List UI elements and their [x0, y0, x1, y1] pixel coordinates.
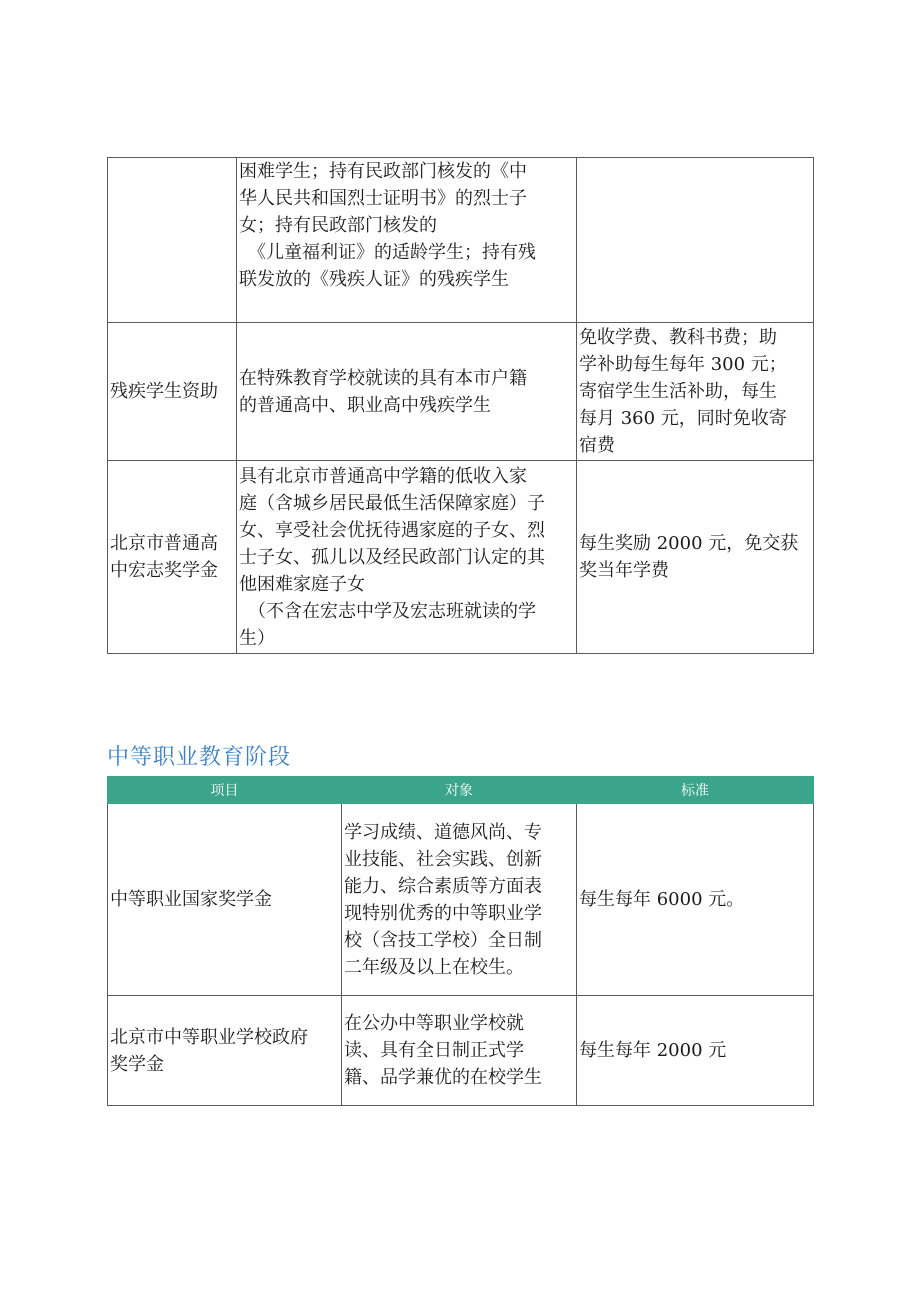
- table-row: [108, 323, 814, 461]
- column-header-target: 对象: [342, 777, 577, 804]
- column-header-item: 项目: [108, 777, 342, 804]
- row-item-cell: 残疾学生资助: [108, 323, 237, 461]
- column-header-standard: 标准: [577, 777, 814, 804]
- row-item-cell: 北京市普通高 中宏志奖学金: [108, 461, 237, 654]
- row-target-cell: 学习成绩、道德风尚、专 业技能、社会实践、创新 能力、综合素质等方面表 现特别优秀的中等职业学 校（含技工学校）全日制 二年级及以上在校生。: [342, 804, 577, 996]
- row-item-cell: 中等职业国家奖学金: [108, 804, 342, 996]
- table-row: [108, 996, 814, 1106]
- table-header-row: [108, 777, 814, 804]
- row-item-cell: [108, 158, 237, 323]
- table-row: [108, 804, 814, 996]
- row-target-cell: 在特殊教育学校就读的具有本市户籍 的普通高中、职业高中残疾学生: [237, 323, 577, 461]
- table-row: [108, 158, 814, 323]
- row-target-cell: 困难学生；持有民政部门核发的《中 华人民共和国烈士证明书》的烈士子 女；持有民政部门核发的 《儿童福利证》的适龄学生；持有残 联发放的《残疾人证》的残疾学生: [237, 158, 577, 323]
- section-title: 中等职业教育阶段: [107, 745, 292, 770]
- row-target-cell: 在公办中等职业学校就 读、具有全日制正式学 籍、品学兼优的在校学生: [342, 996, 577, 1106]
- row-standard-cell: 每生奖励 2000 元，免交获 奖当年学费: [577, 461, 814, 654]
- row-standard-cell: 每生每年 6000 元。: [577, 804, 814, 996]
- row-standard-cell: 每生每年 2000 元: [577, 996, 814, 1106]
- vocational-grant-table: [107, 776, 814, 1106]
- table-row: [108, 461, 814, 654]
- row-item-cell: 北京市中等职业学校政府 奖学金: [108, 996, 342, 1106]
- grant-table-continued: [107, 157, 814, 654]
- row-standard-cell: 免收学费、教科书费；助 学补助每生每年 300 元； 寄宿学生生活补助，每生 每月 360 元，同时免收寄 宿费: [577, 323, 814, 461]
- row-target-cell: 具有北京市普通高中学籍的低收入家 庭（含城乡居民最低生活保障家庭）子 女、享受社会优抚待遇家庭的子女、烈 士子女、孤儿以及经民政部门认定的其 他困难家庭子女 （不含在宏志中学及宏志班就读的学 生）: [237, 461, 577, 654]
- row-standard-cell: [577, 158, 814, 323]
